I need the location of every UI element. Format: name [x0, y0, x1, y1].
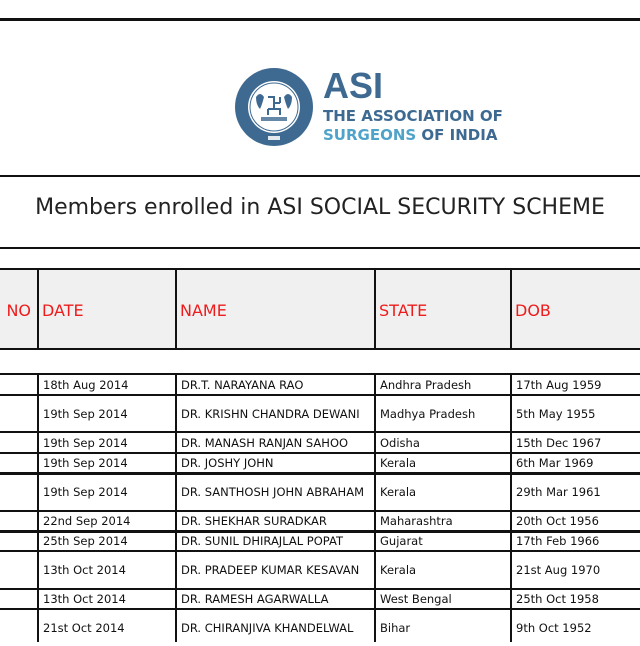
- cell-state: West Bengal: [380, 592, 452, 606]
- cell-no: [0, 433, 37, 452]
- cell-state: Gujarat: [380, 534, 423, 548]
- cell-dob: 21st Aug 1970: [516, 563, 601, 577]
- document-title: Members enrolled in ASI SOCIAL SECURITY SCHEME: [35, 195, 605, 220]
- table-row-border: [0, 431, 640, 433]
- cell-date: 19th Sep 2014: [43, 435, 128, 450]
- column-header-no: NO: [0, 270, 37, 348]
- cell-name: DR. SHEKHAR SURADKAR: [181, 514, 327, 528]
- cell-dob: 6th Mar 1969: [516, 456, 594, 470]
- table-row-border: [0, 452, 640, 454]
- table-row-border: [0, 394, 640, 396]
- cell-dob: 25th Oct 1958: [516, 592, 599, 606]
- cell-dob: 15th Dec 1967: [516, 435, 602, 450]
- cell-dob: 5th May 1955: [516, 406, 596, 421]
- cell-dob: 29th Mar 1961: [516, 485, 601, 499]
- cell-date: 19th Sep 2014: [43, 485, 128, 499]
- cell-name: DR. RAMESH AGARWALLA: [181, 592, 329, 606]
- cell-date: 18th Aug 2014: [43, 377, 129, 392]
- cell-no: [0, 375, 37, 394]
- table-row-border: [0, 268, 640, 270]
- table-row-border: [0, 348, 640, 350]
- cell-name: DR. CHIRANJIVA KHANDELWAL: [181, 621, 354, 635]
- cell-dob: 17th Aug 1959: [516, 377, 602, 392]
- cell-date: 13th Oct 2014: [43, 563, 126, 577]
- table-column-border: [175, 268, 177, 350]
- column-header-date: DATE: [39, 270, 175, 348]
- cell-date: 21st Oct 2014: [43, 621, 125, 635]
- cell-date: 25th Sep 2014: [43, 534, 128, 548]
- table-row-border: [0, 530, 640, 533]
- column-header-name: NAME: [177, 270, 374, 348]
- table-column-border: [510, 268, 512, 350]
- cell-no: [0, 512, 37, 530]
- cell-name: DR.T. NARAYANA RAO: [181, 377, 304, 392]
- cell-state: Kerala: [380, 485, 417, 499]
- cell-state: Bihar: [380, 621, 411, 635]
- cell-dob: 20th Oct 1956: [516, 514, 599, 528]
- table-row-border: [0, 472, 640, 475]
- table-row-border: [0, 608, 640, 610]
- cell-date: 19th Sep 2014: [43, 406, 128, 421]
- table-row-border: [0, 510, 640, 512]
- cell-date: 22nd Sep 2014: [43, 514, 131, 528]
- cell-state: Maharashtra: [380, 514, 453, 528]
- cell-date: 19th Sep 2014: [43, 456, 128, 470]
- table-row-border: [0, 588, 640, 590]
- table-column-border: [374, 373, 376, 642]
- cell-date: 13th Oct 2014: [43, 592, 126, 606]
- cell-no: [0, 610, 37, 646]
- cell-no: [0, 474, 37, 510]
- cell-state: Kerala: [380, 456, 417, 470]
- asi-acronym: ASI: [323, 65, 384, 106]
- column-header-state: STATE: [376, 270, 510, 348]
- table-column-border: [37, 268, 39, 350]
- asi-name-line1: THE ASSOCIATION OF: [323, 107, 503, 125]
- table-column-border: [37, 373, 39, 642]
- cell-no: [0, 532, 37, 550]
- cell-state: Andhra Pradesh: [380, 377, 472, 392]
- table-column-border: [175, 373, 177, 642]
- table-column-border: [374, 268, 376, 350]
- cell-no: [0, 454, 37, 472]
- cell-state: Odisha: [380, 435, 420, 450]
- table-row-border: [0, 550, 640, 552]
- cell-name: DR. SUNIL DHIRAJLAL POPAT: [181, 534, 343, 548]
- table-row-border: [0, 373, 640, 375]
- cell-name: DR. KRISHN CHANDRA DEWANI: [181, 406, 360, 421]
- cell-no: [0, 590, 37, 608]
- asi-name-highlight: SURGEONS: [323, 126, 417, 144]
- cell-name: DR. JOSHY JOHN: [181, 456, 274, 470]
- cell-no: [0, 396, 37, 431]
- table-column-border: [510, 373, 512, 642]
- cell-state: Kerala: [380, 563, 417, 577]
- cell-dob: 17th Feb 1966: [516, 534, 600, 548]
- asi-name-rest: OF INDIA: [416, 126, 498, 144]
- column-header-dob: DOB: [512, 270, 640, 348]
- cell-name: DR. MANASH RANJAN SAHOO: [181, 435, 349, 450]
- cell-state: Madhya Pradesh: [380, 406, 476, 421]
- cell-name: DR. PRADEEP KUMAR KESAVAN: [181, 563, 360, 577]
- cell-no: [0, 552, 37, 588]
- cell-dob: 9th Oct 1952: [516, 621, 592, 635]
- cell-name: DR. SANTHOSH JOHN ABRAHAM: [181, 485, 364, 499]
